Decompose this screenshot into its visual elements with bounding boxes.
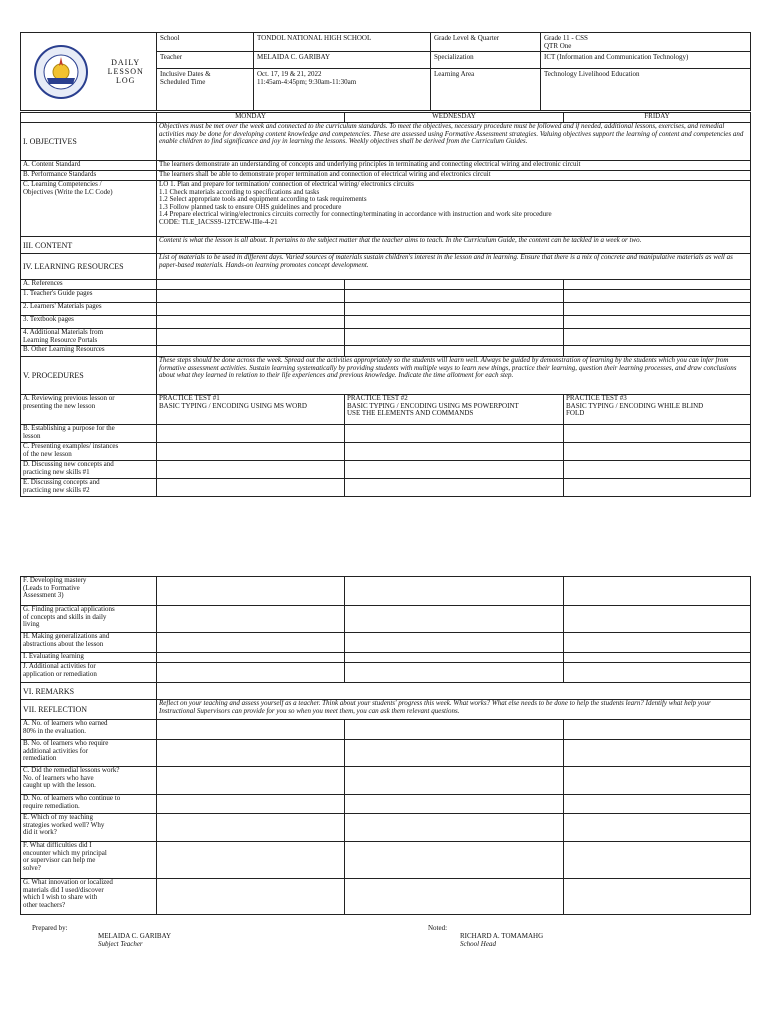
reflection-g-label: G. What innovation or localized materials did I used/discover which I wish to share with other teachers?: [21, 879, 157, 915]
document-title: [108, 58, 144, 85]
content-heading: III. CONTENT: [21, 237, 157, 254]
procedure-a-monday: PRACTICE TEST #1 BASIC TYPING / ENCODING USING MS WORD: [157, 395, 345, 425]
procedure-d-label: D. Discussing new concepts and practicing new skills #1: [21, 461, 157, 479]
procedures-note: These steps should be done across the week. Spread out the activities appropriately so the students will learn well. Always be guided by demonstration of learning by the students which you can infer from formative assessment activities. Sustain learning systematically by providing students with multiple ways to learn new things, practice their learning, question their learning processes, and draw conclusions about what they learned in relation to their life experiences and previous knowledge. Indicate the time allotment for each step.: [157, 357, 751, 395]
day-monday: MONDAY: [157, 113, 345, 123]
reflection-b-label: B. No. of learners who require additional activities for remediation: [21, 740, 157, 767]
procedure-i-label: I. Evaluating learning: [21, 653, 157, 663]
content-note: Content is what the lesson is all about. It pertains to the subject matter that the teacher aims to teach. In the Curriculum Guide, the content can be tackled in a week or two.: [157, 237, 751, 254]
header-block: [20, 32, 750, 111]
procedure-a-friday: PRACTICE TEST #3 BASIC TYPING / ENCODING WHILE BLIND FOLD: [564, 395, 751, 425]
grade-label: Grade Level & Quarter: [431, 33, 541, 52]
remarks-heading: VI. REMARKS: [21, 683, 157, 700]
title-line: LESSON: [107, 67, 144, 76]
day-wednesday: WEDNESDAY: [345, 113, 564, 123]
grade-value: Grade 11 - CSS QTR One: [541, 33, 751, 52]
reflection-note: Reflect on your teaching and assess yourself as a teacher. Think about your students' progress this week. What works? What else needs to be done to help the students learn? Identify what help your Instructional Supervisors can provide for you so when you meet them, you can ask them relevant questions.: [157, 700, 751, 720]
learning-area-value: Technology Livelihood Education: [541, 69, 751, 111]
procedure-a-label: A. Reviewing previous lesson or presenting the new lesson: [21, 395, 157, 425]
reflection-e-label: E. Which of my teaching strategies worked well? Why did it work?: [21, 814, 157, 842]
prepared-by-block: [32, 924, 68, 932]
school-label: School: [157, 33, 254, 52]
references-label: A. References: [21, 280, 157, 290]
dates-label: Inclusive Dates & Scheduled Time: [157, 69, 254, 111]
procedure-g-label: G. Finding practical applications of concepts and skills in daily living: [21, 606, 157, 633]
specialization-label: Specialization: [431, 52, 541, 69]
procedure-b-label: B. Establishing a purpose for the lesson: [21, 425, 157, 443]
additional-materials-label: 4. Additional Materials from Learning Resource Portals: [21, 329, 157, 346]
title-line: DAILY: [111, 58, 141, 67]
logo-cell: [21, 33, 157, 111]
noted-label: Noted:: [428, 924, 448, 932]
dates-value: Oct. 17, 19 & 21, 2022 11:45am-4:45pm; 9:30am-11:30am: [254, 69, 431, 111]
noted-title: School Head: [460, 940, 496, 948]
reflection-c-label: C. Did the remedial lessons work? No. of learners who have caught up with the lesson.: [21, 767, 157, 795]
lesson-table-page1: [20, 112, 750, 497]
deped-seal-icon: [33, 44, 89, 100]
resources-note: List of materials to be used in different days. Varied sources of materials sustain children's interest in the lesson and in learning. Ensure that there is a mix of concrete and manipulative materials as well as paper-based materials. Hands-on learning promotes concept development.: [157, 254, 751, 280]
learners-materials-label: 2. Learners' Materials pages: [21, 303, 157, 316]
textbook-label: 3. Textbook pages: [21, 316, 157, 329]
reflection-f-label: F. What difficulties did I encounter which my principal or supervisor can help me solve?: [21, 842, 157, 879]
noted-by-block: [428, 924, 447, 932]
objectives-note: Objectives must be met over the week and connected to the curriculum standards. To meet the objectives, necessary procedure must be followed and if needed, additional lessons, exercises, and remedial activities may be done for developing content knowledge and competencies. These are assessed using Formative Assessment strategies. Valuing objectives support the learning of content and competencies and enable children to find significance and joy in learning the lessons. Weekly objectives shall be derived from the Curriculum Guides.: [157, 123, 751, 161]
teacher-value: MELAIDA C. GARIBAY: [254, 52, 431, 69]
content-standard-label: A. Content Standard: [21, 161, 157, 171]
competencies-value: LO 1. Plan and prepare for termination/ connection of electrical wiring/ electronics circuits 1.1 Check materials according to specifications and tasks 1.2 Select appropriate tools and equipment according to task requirements 1.3 Follow planned task to ensure OHS guidelines and procedure 1.4 Prepare electrical wiring/electronics circuits correctly for connecting/terminating in accordance with instruction and work site procedure CODE: TLE_IACSS9-12TCEW-IIIe-4-21: [157, 181, 751, 237]
prepared-name: MELAIDA C. GARIBAY: [98, 932, 172, 940]
other-resources-label: B. Other Learning Resources: [21, 346, 157, 357]
specialization-value: ICT (Information and Communication Technology): [541, 52, 751, 69]
reflection-d-label: D. No. of learners who continue to require remediation.: [21, 795, 157, 814]
noted-name: RICHARD A. TOMAMAHG: [460, 932, 544, 940]
procedure-a-wednesday: PRACTICE TEST #2 BASIC TYPING / ENCODING USING MS POWERPOINT USE THE ELEMENTS AND COMMANDS: [345, 395, 564, 425]
procedure-f-label: F. Developing mastery (Leads to Formative Assessment 3): [21, 577, 157, 606]
teachers-guide-label: 1. Teacher's Guide pages: [21, 290, 157, 303]
objectives-heading: I. OBJECTIVES: [21, 123, 157, 161]
day-header-row: [21, 113, 751, 123]
lesson-table-page2: [20, 576, 750, 915]
day-friday: FRIDAY: [564, 113, 751, 123]
prepared-title: Subject Teacher: [98, 940, 143, 948]
procedure-c-label: C. Presenting examples/ instances of the new lesson: [21, 443, 157, 461]
competencies-label: C. Learning Competencies / Objectives (Write the LC Code): [21, 181, 157, 237]
content-standard-value: The learners demonstrate an understanding of concepts and underlying principles in terminating and connecting electrical wiring and electronic circuit: [157, 161, 751, 171]
procedure-h-label: H. Making generalizations and abstractions about the lesson: [21, 633, 157, 653]
procedure-j-label: J. Additional activities for application or remediation: [21, 663, 157, 683]
prepared-label: Prepared by:: [32, 924, 68, 932]
learning-area-label: Learning Area: [431, 69, 541, 111]
reflection-heading: VII. REFLECTION: [21, 700, 157, 720]
resources-heading: IV. LEARNING RESOURCES: [21, 254, 157, 280]
reflection-a-label: A. No. of learners who earned 80% in the evaluation.: [21, 720, 157, 740]
teacher-label: Teacher: [157, 52, 254, 69]
performance-standard-label: B. Performance Standards: [21, 171, 157, 181]
noted-signatory: [460, 932, 543, 948]
procedure-e-label: E. Discussing concepts and practicing new skills #2: [21, 479, 157, 497]
performance-standard-value: The learners shall be able to demonstrate proper termination and connection of electrical wiring and electronics circuit: [157, 171, 751, 181]
school-value: TONDOL NATIONAL HIGH SCHOOL: [254, 33, 431, 52]
procedures-heading: V. PROCEDURES: [21, 357, 157, 395]
title-line: LOG: [115, 76, 136, 85]
prepared-signatory: [98, 932, 171, 948]
